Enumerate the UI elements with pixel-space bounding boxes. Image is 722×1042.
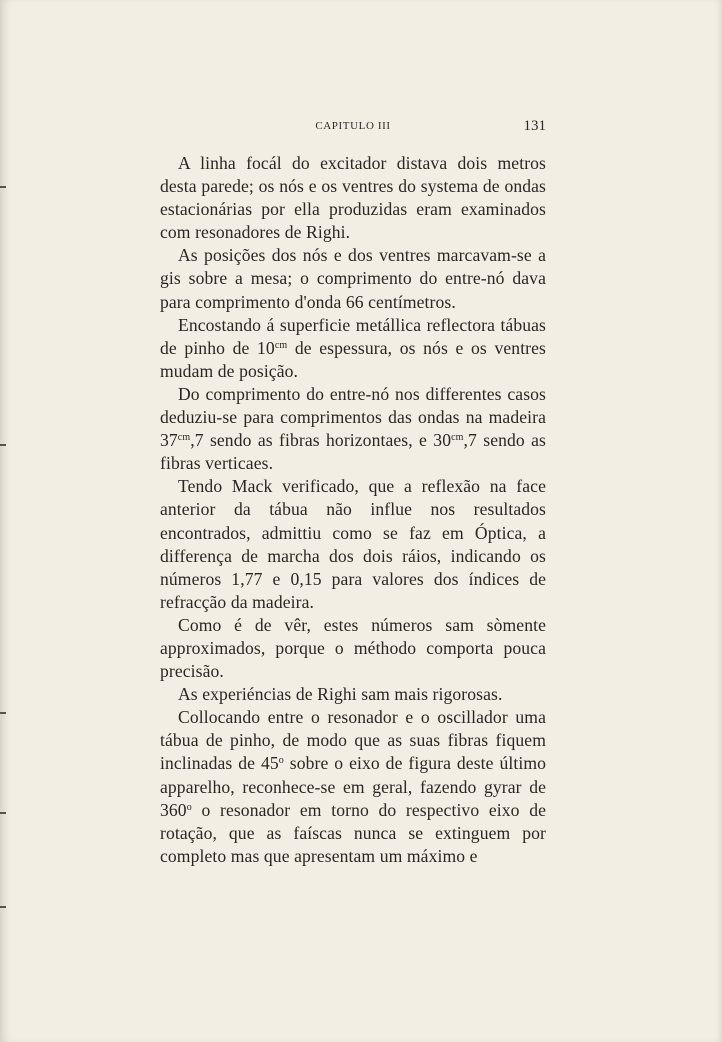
paragraph-text: Collocando entre o resonador e o oscillador uma tábua de pinho, de modo que as suas fibras fiquem inclinadas de 45 — [160, 707, 546, 774]
paragraph-text: Do comprimento do entre-nó nos differentes casos deduziu-se para comprimentos das ondas na madeira 37 — [160, 383, 546, 451]
paragraph — [160, 706, 546, 868]
degree-superscript: o — [186, 801, 192, 813]
paragraph-text: ,7 sendo as fibras verticaes. — [160, 430, 547, 474]
paragraph: As experiéncias de Righi sam mais rigorosas. — [178, 684, 503, 705]
page-edge-mark — [0, 444, 6, 446]
paragraph: A linha focál do excitador distava dois metros desta parede; os nós e os ventres do systema de ondas estacionárias por ella produzidas eram examinados com resonadores de Righi. — [160, 153, 546, 243]
page-number: 131 — [523, 118, 546, 134]
unit-superscript: cm — [451, 432, 464, 444]
paragraph-text: ,7 sendo as fibras horizontaes, e 30 — [190, 430, 452, 451]
page-edge-mark — [0, 906, 6, 908]
unit-superscript: cm — [274, 339, 288, 351]
page-edge-mark — [0, 712, 6, 714]
unit-superscript: cm — [177, 432, 191, 444]
paragraph-text: o resonador em torno do respectivo eixo de rotação, que as faíscas nunca se extinguem por completo mas que apresentam um máximo e — [160, 799, 546, 866]
paragraph-text: Encostando á superficie metállica reflectora tábuas de pinho de 10 — [160, 314, 546, 358]
degree-superscript: o — [278, 755, 284, 767]
page-header — [160, 118, 546, 138]
paragraph-text: sobre o eixo de figura deste último apparelho, reconhece-se em geral, fazendo gyrar de 360 — [160, 753, 546, 820]
paragraph: Como é de vêr, estes números sam sòmente approximados, porque o méthodo comporta pouca precisão. — [160, 614, 546, 682]
running-title: CAPITULO III — [315, 120, 391, 132]
paragraph: As posições dos nós e dos ventres marcavam-se a gis sobre a mesa; o comprimento do entre-nó dava para comprimento d'onda 66 centímetros. — [160, 245, 546, 312]
page-edge-mark — [0, 812, 6, 814]
page-edge-mark — [0, 186, 6, 188]
paragraph — [160, 383, 546, 475]
body-text — [160, 152, 546, 868]
paragraph-text: de espessura, os nós e os ventres mudam de posição. — [160, 337, 546, 381]
paragraph: Tendo Mack verificado, que a reflexão na face anterior da tábua não influe nos resultados encontrados, admittiu como se faz em Óptica, a differença de marcha dos dois ráios, indicando os números 1,77 e 0,15 para valores dos índices de refracção da madeira. — [160, 476, 546, 612]
paragraph — [160, 314, 546, 383]
